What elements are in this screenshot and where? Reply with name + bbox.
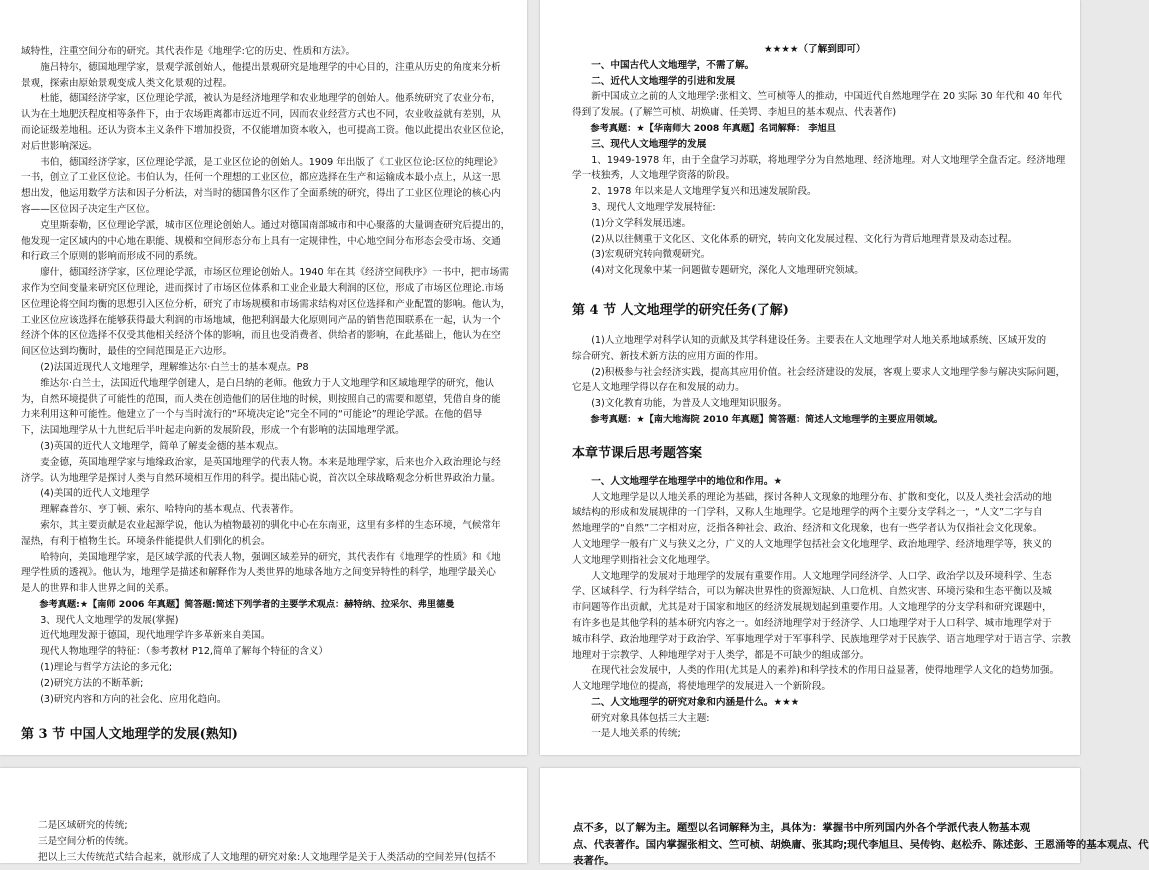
- text-line: 人文地理学的发展对于地理学的发展有重要作用。人文地理学同经济学、人口学、政治学以及环境科学、生态: [591, 570, 1052, 582]
- text-line: 1、1949-1978 年，由于全盘学习苏联，将地理学分为自然地理、经济地理。对人文地理学全盘否定。经济地理: [591, 154, 1066, 166]
- text-line: 景观，探索由原始景观变成人类文化景观的过程。: [21, 77, 233, 89]
- text-line: 和行政三个原则的影响而形成不同的系统。: [21, 251, 204, 263]
- text-line: 一书，创立了工业区位论。韦伯认为，任何一个理想的工业区位，都应选择在生产和运输成本最小点上，从这一思: [21, 172, 501, 184]
- text-line: (1)人立地理学对科学认知的贡献及其学科建设任务。主要表在人文地理学对人地关系地域系统、区域开发的: [591, 334, 1047, 346]
- text-line: 得到了发展。(了解竺可桢、胡焕庸、任美锷、李旭旦的基本观点、代表著作): [572, 107, 897, 119]
- text-line: 三、现代人文地理学的发展: [591, 138, 707, 150]
- page-1-content: [21, 44, 511, 749]
- text-line: 廖什，德国经济学家，区位理论学派，市场区位理论创始人。1940 年在其《经济空间秩序》一书中，把市场需: [40, 267, 509, 279]
- text-line: 2、1978 年以来是人文地理学复兴和迅速发展阶段。: [591, 186, 817, 198]
- text-line: 而论证级差地租。还认为资本主义条件下增加投资，不仅能增加资本收入，也可提高工资。他以此提出农业区位论，: [21, 124, 511, 136]
- text-line: 下，法国地理学从十九世纪后半叶起走向新的发展阶段，形成一个有影响的法国地理学派。: [21, 425, 405, 437]
- text-line: (3)文化教育功能，为普及人文地理知识服务。: [591, 398, 788, 410]
- text-line: 他发现一定区域内的中心地在职能、规模和空间形态分布上具有一定规律性，中心地空间分布形态会受市场、交通: [21, 235, 501, 247]
- text-line: 3、现代人文地理学的发展(掌握): [40, 614, 179, 626]
- text-line: (3)英国的近代人文地理学，简单了解麦金德的基本观点。: [40, 440, 285, 452]
- text-line: 为，自然环境提供了可能性的范围，而人类在创造他们的居住地的时候，则按照自己的需要和愿望，凭借自身的能: [21, 393, 501, 405]
- text-line: 点不多，以了解为主。题型以名词解释为主，具体为：掌握书中所列国内外各个学派代表人物基本观: [573, 822, 1031, 834]
- text-line: 施吕特尔，德国地理学家，景观学派创始人，他提出景观研究是地理学的中心目的，注重从历史的角度来分析: [40, 61, 501, 73]
- text-line: 二是区域研究的传统;: [38, 820, 128, 831]
- text-line: 克里斯泰勒，区位理论学派，城市区位理论创始人。通过对德国南部城市和中心聚落的大量调查研究后提出的，: [40, 219, 511, 231]
- text-line: 力来利用这种可能性。他建立了一个与当时流行的“环境决定论”完全不同的“可能论”的理论学派。在他的倡导: [21, 409, 483, 421]
- text-line: (3)研究内容和方向的社会化、应用化趋向。: [40, 693, 227, 705]
- text-line: 湿热，有利于植物生长。环境条件能提供人们驯化的机会。: [21, 535, 271, 547]
- text-line: 近代地理发源于德国，现代地理学许多革新来自美国。: [40, 630, 271, 642]
- text-line: 人文地理学一般有广义与狭义之分，广义的人文地理学包括社会文化地理学、政治地理学、经济地理学等，狭义的: [572, 538, 1052, 550]
- text-block: [573, 820, 1149, 870]
- text-line: 在现代社会发展中，人类的作用(尤其是人的素养)和科学技术的作用日益显著，使得地理学人文化的趋势加强。: [591, 665, 1060, 677]
- text-line: (2)研究方法的不断革新;: [40, 677, 144, 689]
- text-line: 求作为空间变量来研究区位理论，进而探讨了市场区位体系和工业企业最大利润的区位，形成了市场区位理论.市场: [21, 282, 504, 294]
- text-line: (2)从以往侧重于文化区、文化体系的研究，转向文化发展过程、文化行为背后地理背景及动态过程。: [591, 233, 1018, 245]
- text-line: 新中国成立之前的人文地理学:张相文、竺可桢等人的推动，中国近代自然地理学在 20 实际 30 年代和 40 年代: [591, 91, 1062, 103]
- text-line: 人文地理学是以人地关系的理论为基础，探讨各种人文现象的地理分布、扩散和变化，以及人类社会活动的地: [591, 491, 1052, 503]
- text-line: 杜能，德国经济学家，区位理论学派，被认为是经济地理学和农业地理学的创始人。他系统研究了农业分布，: [40, 93, 501, 105]
- text-line: 容——区位因子决定生产区位。: [21, 203, 156, 215]
- text-line: 点、代表著作。国内掌握张相文、竺可桢、胡焕庸、张其昀;现代李旭旦、吴传钧、赵松乔、陈述彭、王恩涌等的基本观点、代: [573, 838, 1149, 851]
- text-line: 城市科学、政治地理学对于政治学、军事地理学对于军事科学、民族地理学对于民族学、语言地理学对于语言学、宗教: [572, 633, 1071, 645]
- text-line: 想出发，他运用数学方法和因子分析法，对当时的德国鲁尔区作了全面系统的研究，得出了工业区位理论的核心内: [21, 188, 501, 200]
- text-line: 参考真题：★【南大地海院 2010 年真题】简答题：简述人文地理学的主要应用领域。: [590, 413, 943, 425]
- text-line: 研究对象具体包括三大主题:: [591, 712, 710, 724]
- text-block: [572, 42, 1066, 279]
- text-line: 认为在土地肥沃程度相等条件下，由于农场距离都市远近不同，因而农业经营方式也不同，农业收益就有差别，从: [21, 109, 501, 121]
- document-page-4: [540, 768, 1149, 867]
- text-line: (2)积极参与社会经济实践，提高其应用价值。社会经济建设的发展，客观上要求人文地理学参与解决实际问题，: [591, 366, 1066, 378]
- text-line: 韦伯，德国经济学家，区位理论学派，是工业区位论的创始人。1909 年出版了《工业区位论:区位的纯理论》: [40, 156, 503, 168]
- text-line: 表著作。: [573, 855, 615, 867]
- text-line: 综合研究、新技术新方法的应用方面的作用。: [572, 350, 764, 362]
- text-line: 把以上三大传统范式结合起来，就形成了人文地理的研究对象:人文地理学是关于人类活动的空间差异(包括不: [38, 851, 496, 863]
- text-line: (4)对文化现象中某一问题做专题研究，深化人文地理研究领域。: [591, 265, 864, 277]
- text-block: [38, 818, 499, 865]
- section-heading: 第 4 节 人文地理学的研究任务(了解): [572, 302, 789, 318]
- text-line: 人文地理学则指社会文化地理学。: [572, 554, 716, 566]
- text-block: [572, 333, 1066, 428]
- text-line: 学一枝独秀，人文地理学资落的阶段。: [572, 170, 736, 182]
- text-line: 济学。认为地理学是探讨人类与自然环境相互作用的科学。提出陆心说，首次以全球战略观念分析世界政治力量。: [21, 472, 501, 484]
- text-line: 一是人地关系的传统;: [591, 728, 681, 740]
- text-line: 人文地理学地位的提高，将使地理学的发展进入一个新阶段。: [572, 681, 832, 693]
- text-line: (4)美国的近代人文地理学: [40, 488, 150, 500]
- text-line: 一、人文地理学在地理学中的地位和作用。★: [591, 475, 783, 487]
- text-line: 工业区位应该选择在能够获得最大利润的市场地域，他把利润最大化原则同产品的销售范围联系在一起，认为一个: [21, 314, 501, 326]
- text-line: 三是空间分析的传统。: [38, 835, 134, 847]
- text-line: 间区位达到均衡时，最佳的空间范围是正六边形。: [21, 346, 233, 358]
- text-line: 3、现代人文地理学发展特征:: [591, 201, 716, 213]
- text-line: 学、区域科学、行为科学结合，可以为解决世界性的资源短缺、人口危机、自然灾害、环境污染和生态平衡以及城: [572, 586, 1052, 598]
- text-block: [572, 474, 1071, 743]
- text-line: 二、人文地理学的研究对象和内涵是什么。★★★: [591, 696, 800, 708]
- text-block: [21, 44, 511, 707]
- text-line: 二、近代人文地理学的引进和发展: [591, 75, 736, 87]
- text-line: 经济个体的区位选择不仅受其他相关经济个体的影响，而且也受消费者、供给者的影响，在此基础上，他认为在空: [21, 330, 501, 342]
- text-line: 参考真题：★【华南师大 2008 年真题】名词解释： 李旭旦: [590, 122, 836, 134]
- text-line: 理解森普尔、亨丁顿、索尔、哈特向的基本观点、代表著作。: [40, 504, 300, 516]
- text-line: 麦金德，英国地理学家与地缘政治家，是英国地理学的代表人物。本来是地理学家，后来也介入政治理论与经: [40, 456, 501, 468]
- text-line: 是人的世界和非人世界之间的关系。: [21, 583, 175, 595]
- text-line: 域结构的形成和发展规律的一门学科，又称人生地理学。它是地理学的两个主要分支学科之一，“人文”二字与自: [572, 507, 1043, 519]
- section-heading: 本章节课后思考题答案: [572, 445, 703, 461]
- page-3-content: [38, 818, 499, 865]
- text-line: 对后世影响深远。: [21, 140, 98, 152]
- text-line: 市问题等作出贡献，尤其是对于国家和地区的经济发展规划起到重要作用。人文地理学的分支学科和研究课题中，: [572, 602, 1052, 614]
- text-line: ★★★★（了解到即可）: [764, 44, 866, 55]
- text-line: 有许多也是其他学科的基本研究内容之一。如经济地理学对于经济学、人口地理学对于人口科学、城市地理学对于: [572, 617, 1052, 629]
- text-line: 地理对于宗教学、人种地理学对于人类学，都是不可缺少的组成部分。: [572, 649, 870, 661]
- text-line: 哈特向，美国地理学家，是区域学派的代表人物，强调区域差异的研究，其代表作有《地理学的性质》和《地: [40, 551, 501, 563]
- document-page-1: [0, 0, 527, 755]
- document-page-2: [540, 0, 1080, 755]
- text-line: 它是人文地理学得以存在和发展的动力。: [572, 382, 745, 394]
- text-line: (1)理论与哲学方法论的多元化;: [40, 662, 173, 674]
- text-line: 域特性，注重空间分布的研究。其代表作是《地理学:它的历史、性质和方法》。: [21, 46, 356, 57]
- text-line: (3)宏观研究转向微观研究。: [591, 249, 711, 261]
- document-page-3: [0, 768, 527, 863]
- text-line: 参考真题:★【南师 2006 年真题】简答题:简述下列学者的主要学术观点：赫特纳、拉采尔、弗里德曼: [39, 598, 455, 610]
- text-line: 然地理学的“自然”二字相对应，泛指各种社会、政治、经济和文化现象，也有一些学者认为仅指社会文化现象。: [572, 523, 1043, 535]
- text-line: 一、中国古代人文地理学，不需了解。: [591, 59, 755, 71]
- text-line: 区位理论将空间均衡的思想引入区位分析，研究了市场规模和市场需求结构对区位选择和产业配置的影响。他认为，: [21, 298, 511, 310]
- section-heading: 第 3 节 中国人文地理学的发展(熟知): [21, 727, 238, 743]
- page-4-content: [573, 820, 1149, 870]
- text-line: 索尔，其主要贡献是农业起源学说，他认为植物最初的驯化中心在东南亚，这里有多样的生态环境，气候常年: [40, 519, 501, 531]
- text-line: 理学性质的透视》。他认为，地理学是描述和解释作为人类世界的地球各地方之间变异特性的科学，地理学最关心: [21, 567, 496, 579]
- text-line: 维达尔·白兰士，法国近代地理学创建人，是白吕纳的老师。他致力于人文地理学和区域地理学的研究，他认: [40, 377, 495, 389]
- text-line: 现代人物地理学的特征：（参考教材 P12,简单了解每个特征的含义）: [40, 646, 329, 658]
- text-line: (1)分文学科发展迅速。: [591, 217, 692, 229]
- page-2-content: [572, 42, 1071, 742]
- text-line: (2)法国近现代人文地理学，理解维达尔·白兰士的基本观点。P8: [40, 361, 309, 373]
